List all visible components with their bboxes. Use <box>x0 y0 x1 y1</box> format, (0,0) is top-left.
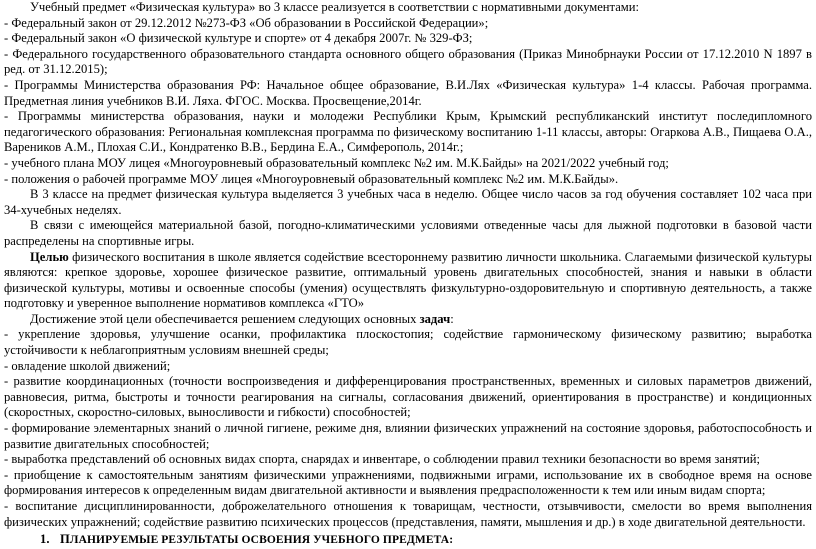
tasks-keyword: задач <box>419 311 451 326</box>
task-item: - овладение школой движений; <box>4 358 171 373</box>
tasks-colon: : <box>450 311 454 326</box>
section-heading <box>4 532 812 549</box>
goal-paragraph <box>4 250 812 312</box>
task-item: - укрепление здоровья, улучшение осанки, профилактика плоскостопия; содействие гармоническому физическому развитию; выработка устойчивости к неблагоприятным условиям внешней среды; <box>4 327 812 358</box>
document-item: - Федерального государственного образовательного стандарта основного общего образования (Приказ Минобрнауки России от 17.12.2010 N 1897 в ред. от 31.12.2015); <box>4 46 812 77</box>
task-item: - развитие координационных (точности воспроизведения и дифференцирования пространственных, временных и силовых параметров движений, равновесия, ритма, быстроты и точности реагирования на сигналы, согласования движений, ориентирования в пространстве) и кондиционных (скоростных, скоростно-силовых, выносливости и гибкости) способностей; <box>4 374 812 420</box>
task-item: - выработка представлений об основных видах спорта, снарядах и инвентаре, о соблюдении правил техники безопасности во время занятий; <box>4 452 760 467</box>
section-heading-initial: П <box>60 532 70 547</box>
document-item: - положения о рабочей программе МОУ лицея «Многоуровневый образовательный комплекс №2 им. М.К.Байды». <box>4 171 619 186</box>
task-item: - воспитание дисциплинированности, доброжелательного отношения к товарищам, честности, отзывчивости, смелости во время выполнения физических упражнений; содействие развитию психических процессов (представления, памяти, мышления и др.) в ходе двигательной деятельности. <box>4 499 812 529</box>
task-item: - формирование элементарных знаний о личной гигиене, режиме дня, влиянии физических упражнений на состояние здоровья, работоспособность и развитие двигательных способностей; <box>4 421 812 451</box>
normative-documents-list <box>4 16 812 188</box>
tasks-intro-paragraph <box>4 312 812 328</box>
tasks-list <box>4 327 812 530</box>
task-item: - приобщение к самостоятельным занятиям физическими упражнениями, подвижными играми, использование их в свободное время на основе формирования интересов к определенным видам двигательной активности и выявления предрасположенности к тем или иным видам спорта; <box>4 467 812 498</box>
intro-paragraph: Учебный предмет «Физическая культура» во 3 классе реализуется в соответствии с нормативными документами: <box>30 0 640 14</box>
section-heading-text: ЛАНИРУЕМЫЕ РЕЗУЛЬТАТЫ ОСВОЕНИЯ УЧЕБНОГО ПРЕДМЕТА: <box>69 534 454 547</box>
document-item: - учебного плана МОУ лицея «Многоуровневый образовательный комплекс №2 им. М.К.Байды» на 2021/2022 учебный год; <box>4 155 669 170</box>
hours-paragraph: В 3 классе на предмет физическая культура выделяется 3 учебных часа в неделю. Общее число часов за год обучения составляет 102 часа при 34-хучебных неделях. <box>4 187 812 217</box>
tasks-intro-text: Достижение этой цели обеспечивается решением следующих основных <box>30 311 420 326</box>
goal-text: физического воспитания в школе является содействие всестороннему развитию личности школьника. Слагаемыми физической культуры являются: крепкое здоровье, хорошее физическое развитие, оптимальный уровень двигательных способностей, знания и навыки в области физической культуры, мотивы и освоенные способы (умения) осуществлять физкультурно-оздоровительную и спортивную деятельность, а также подготовку и уверенное выполнение нормативов комплекса «ГТО» <box>4 249 812 311</box>
document-item: - Программы Министерства образования РФ: Начальное общее образование, В.И.Лях «Физическая культура» 1-4 классы. Рабочая программа. Предметная линия учебников В.И. Ляха. ФГОС. Москва. Просвещение,2014г. <box>4 77 812 108</box>
goal-keyword: Целью <box>30 249 69 264</box>
document-item: - Федеральный закон «О физической культуре и спорте» от 4 декабря 2007г. № 329-ФЗ; <box>4 31 473 46</box>
base-paragraph: В связи с имеющейся материальной базой, погодно-климатическими условиями отведенные часы для лыжной подготовки в базовой части распределены на спортивные игры. <box>4 218 812 248</box>
section-number: 1. <box>40 532 50 547</box>
document-item: - Программы министерства образования, науки и молодежи Республики Крым, Крымский республиканский институт последипломного педагогического образования: Региональная комплексная программа по физическому воспитанию 1-11 классы, авторы: Огаркова А.В., Пищаева О.А., Вареников А.М., Плохая С.И., Кондратенко В.В., Бердина Е.А., Симферополь, 2014г.; <box>4 109 812 155</box>
document-item: - Федеральный закон от 29.12.2012 №273-ФЗ «Об образовании в Российской Федерации»; <box>4 15 489 30</box>
